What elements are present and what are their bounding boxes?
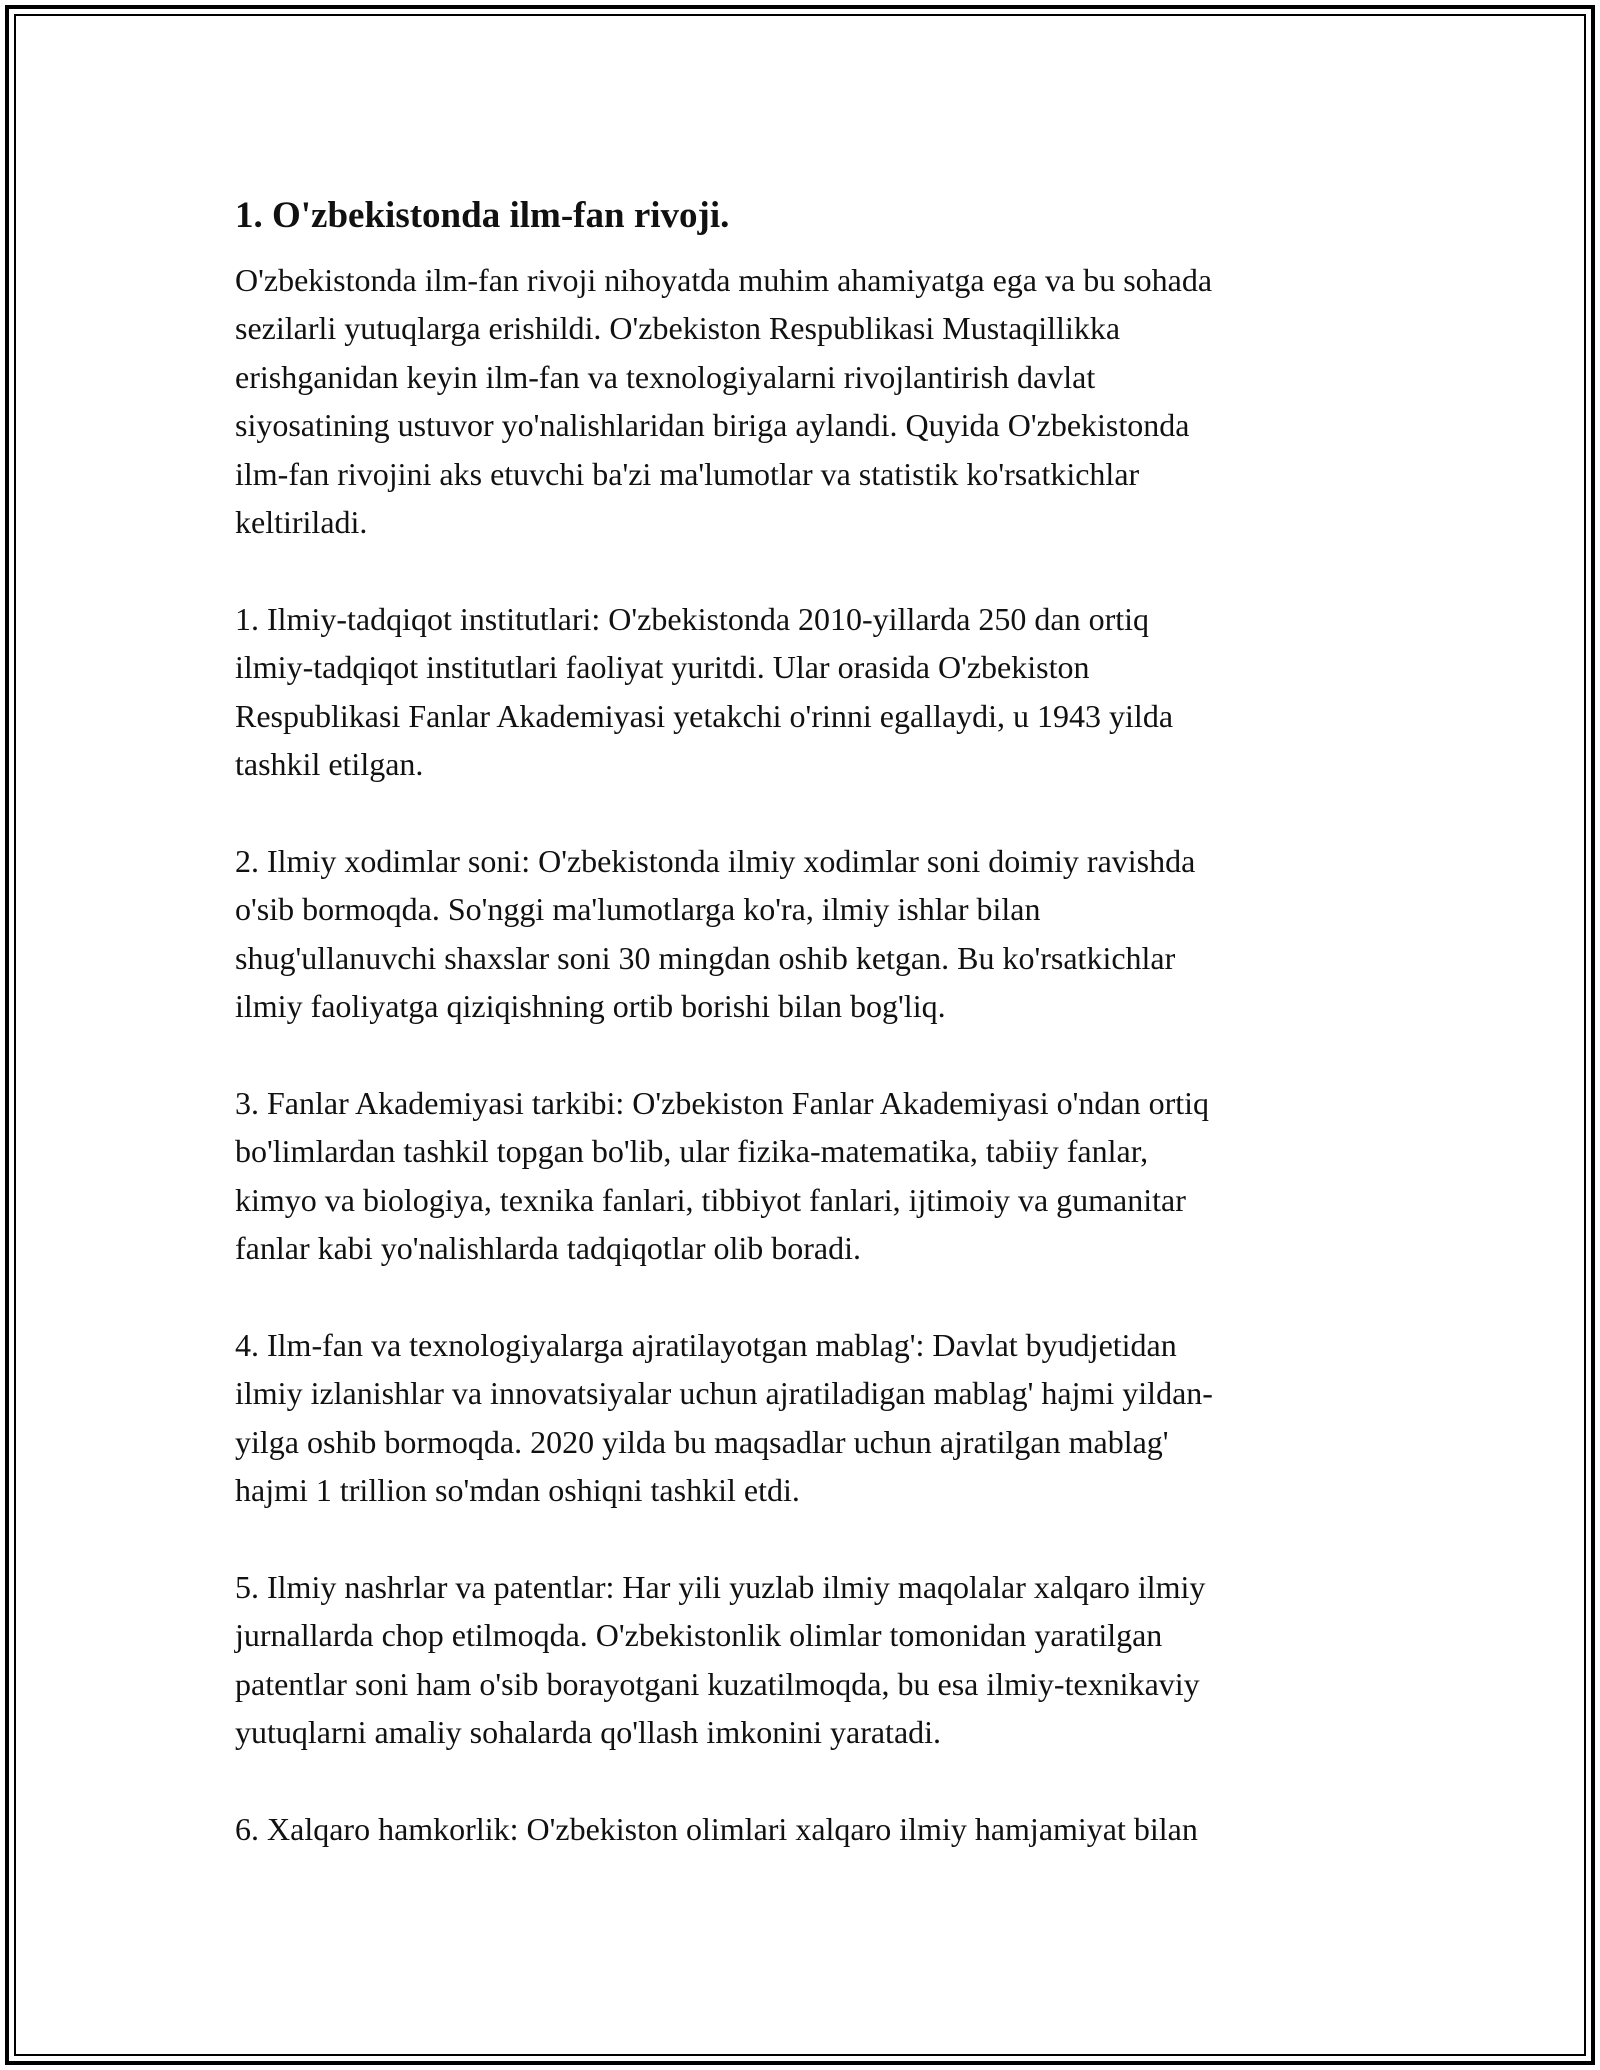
document-body — [235, 188, 1365, 1902]
paragraph-intro: O'zbekistonda ilm-fan rivoji nihoyatda muhim ahamiyatga ega va bu sohada sezilarli yutuqlarga erishildi. O'zbekiston Respublikasi Mustaqillikka erishganidan keyin ilm-fan va texnologiyalarni rivojlantirish davlat siyosatining ustuvor yo'nalishlaridan biriga aylandi. Quyida O'zbekistonda ilm-fan rivojini aks etuvchi ba'zi ma'lumotlar va statistik ko'rsatkichlar keltiriladi. — [235, 262, 1213, 541]
paragraph-publications-patents: 5. Ilmiy nashrlar va patentlar: Har yili yuzlab ilmiy maqolalar xalqaro ilmiy jurnallarda chop etilmoqda. O'zbekistonlik olimlar tomonidan yaratilgan patentlar soni ham o'sib borayotgani kuzatilmoqda, bu esa ilmiy-texnikaviy yutuqlarni amaliy sohalarda qo'llash imkonini yaratadi. — [235, 1568, 1206, 1751]
paragraph-research-institutes: 1. Ilmiy-tadqiqot institutlari: O'zbekistonda 2010-yillarda 250 dan ortiq ilmiy-tadqiqot institutlari faoliyat yuritdi. Ular orasida O'zbekiston Respublikasi Fanlar Akademiyasi yetakchi o'rinni egallaydi, u 1943 yilda tashkil etilgan. — [235, 600, 1174, 783]
paragraph-academy-structure: 3. Fanlar Akademiyasi tarkibi: O'zbekiston Fanlar Akademiyasi o'ndan ortiq bo'limlardan tashkil topgan bo'lib, ular fizika-matematika, tabiiy fanlar, kimyo va biologiya, texnika fanlari, tibbiyot fanlari, ijtimoiy va gumanitar fanlar kabi yo'nalishlarda tadqiqotlar olib boradi. — [235, 1084, 1209, 1267]
paragraph-international-cooperation: 6. Xalqaro hamkorlik: O'zbekiston olimlari xalqaro ilmiy hamjamiyat bilan — [235, 1810, 1198, 1847]
paragraph-scientific-staff: 2. Ilmiy xodimlar soni: O'zbekistonda ilmiy xodimlar soni doimiy ravishda o'sib bormoqda. So'nggi ma'lumotlarga ko'ra, ilmiy ishlar bilan shug'ullanuvchi shaxslar soni 30 mingdan oshib ketgan. Bu ko'rsatkichlar ilmiy faoliyatga qiziqishning ortib borishi bilan bog'liq. — [235, 842, 1196, 1025]
paragraph-funding: 4. Ilm-fan va texnologiyalarga ajratilayotgan mablag': Davlat byudjetidan ilmiy izlanishlar va innovatsiyalar uchun ajratiladigan mablag' hajmi yildan- yilga oshib bormoqda. 2020 yilda bu maqsadlar uchun ajratilgan mablag' hajmi 1 trillion so'mdan oshiqni tashkil etdi. — [235, 1326, 1213, 1509]
document-title: 1. O'zbekistonda ilm-fan rivoji. — [235, 195, 730, 236]
